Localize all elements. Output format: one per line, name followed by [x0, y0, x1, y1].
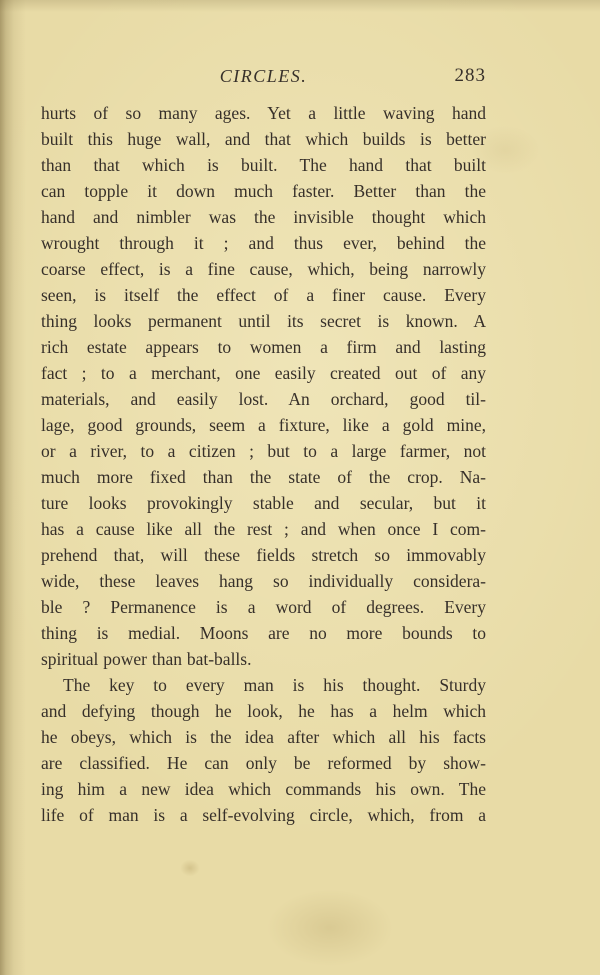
text-line: The key to every man is his thought. Sturdy — [63, 675, 486, 695]
text-line: has a cause like all the rest ; and when once I com- — [41, 519, 486, 539]
text-line: lage, good grounds, seem a fixture, like a gold mine, — [41, 415, 486, 435]
text-line: or a river, to a citizen ; but to a large farmer, not — [41, 441, 486, 461]
text-line: thing is medial. Moons are no more bounds to — [41, 623, 486, 643]
page-number: 283 — [454, 65, 486, 86]
text-line: ble ? Permanence is a word of degrees. Every — [41, 597, 486, 617]
text-line: prehend that, will these fields stretch so immovably — [41, 545, 486, 565]
text-line: hand and nimbler was the invisible thought which — [41, 207, 486, 227]
body-text — [41, 100, 486, 828]
text-line: hurts of so many ages. Yet a little waving hand — [41, 103, 486, 123]
text-line: wrought through it ; and thus ever, behind the — [41, 233, 486, 253]
text-line: materials, and easily lost. An orchard, good til- — [41, 389, 486, 409]
text-line: much more fixed than the state of the crop. Na- — [41, 467, 486, 487]
text-line: and defying though he look, he has a helm which — [41, 701, 486, 721]
page-header — [41, 63, 486, 89]
text-line: are classified. He can only be reformed by show- — [41, 753, 486, 773]
text-line: can topple it down much faster. Better than the — [41, 181, 486, 201]
text-line: thing looks permanent until its secret is known. A — [41, 311, 486, 331]
text-line: coarse effect, is a fine cause, which, being narrowly — [41, 259, 486, 279]
text-line: fact ; to a merchant, one easily created out of any — [41, 363, 486, 383]
text-line: wide, these leaves hang so individually considera- — [41, 571, 486, 591]
text-line: rich estate appears to women a firm and lasting — [41, 337, 486, 357]
text-line: spiritual power than bat-balls. — [41, 649, 252, 669]
text-line: life of man is a self-evolving circle, which, from a — [41, 805, 486, 825]
text-line: ing him a new idea which commands his own. The — [41, 779, 486, 799]
running-title: CIRCLES. — [219, 66, 308, 86]
text-line: ture looks provokingly stable and secular, but it — [41, 493, 486, 513]
text-line: built this huge wall, and that which builds is better — [41, 129, 486, 149]
text-line: than that which is built. The hand that built — [41, 155, 486, 175]
text-line: seen, is itself the effect of a finer cause. Every — [41, 285, 486, 305]
text-line: he obeys, which is the idea after which all his facts — [41, 727, 486, 747]
